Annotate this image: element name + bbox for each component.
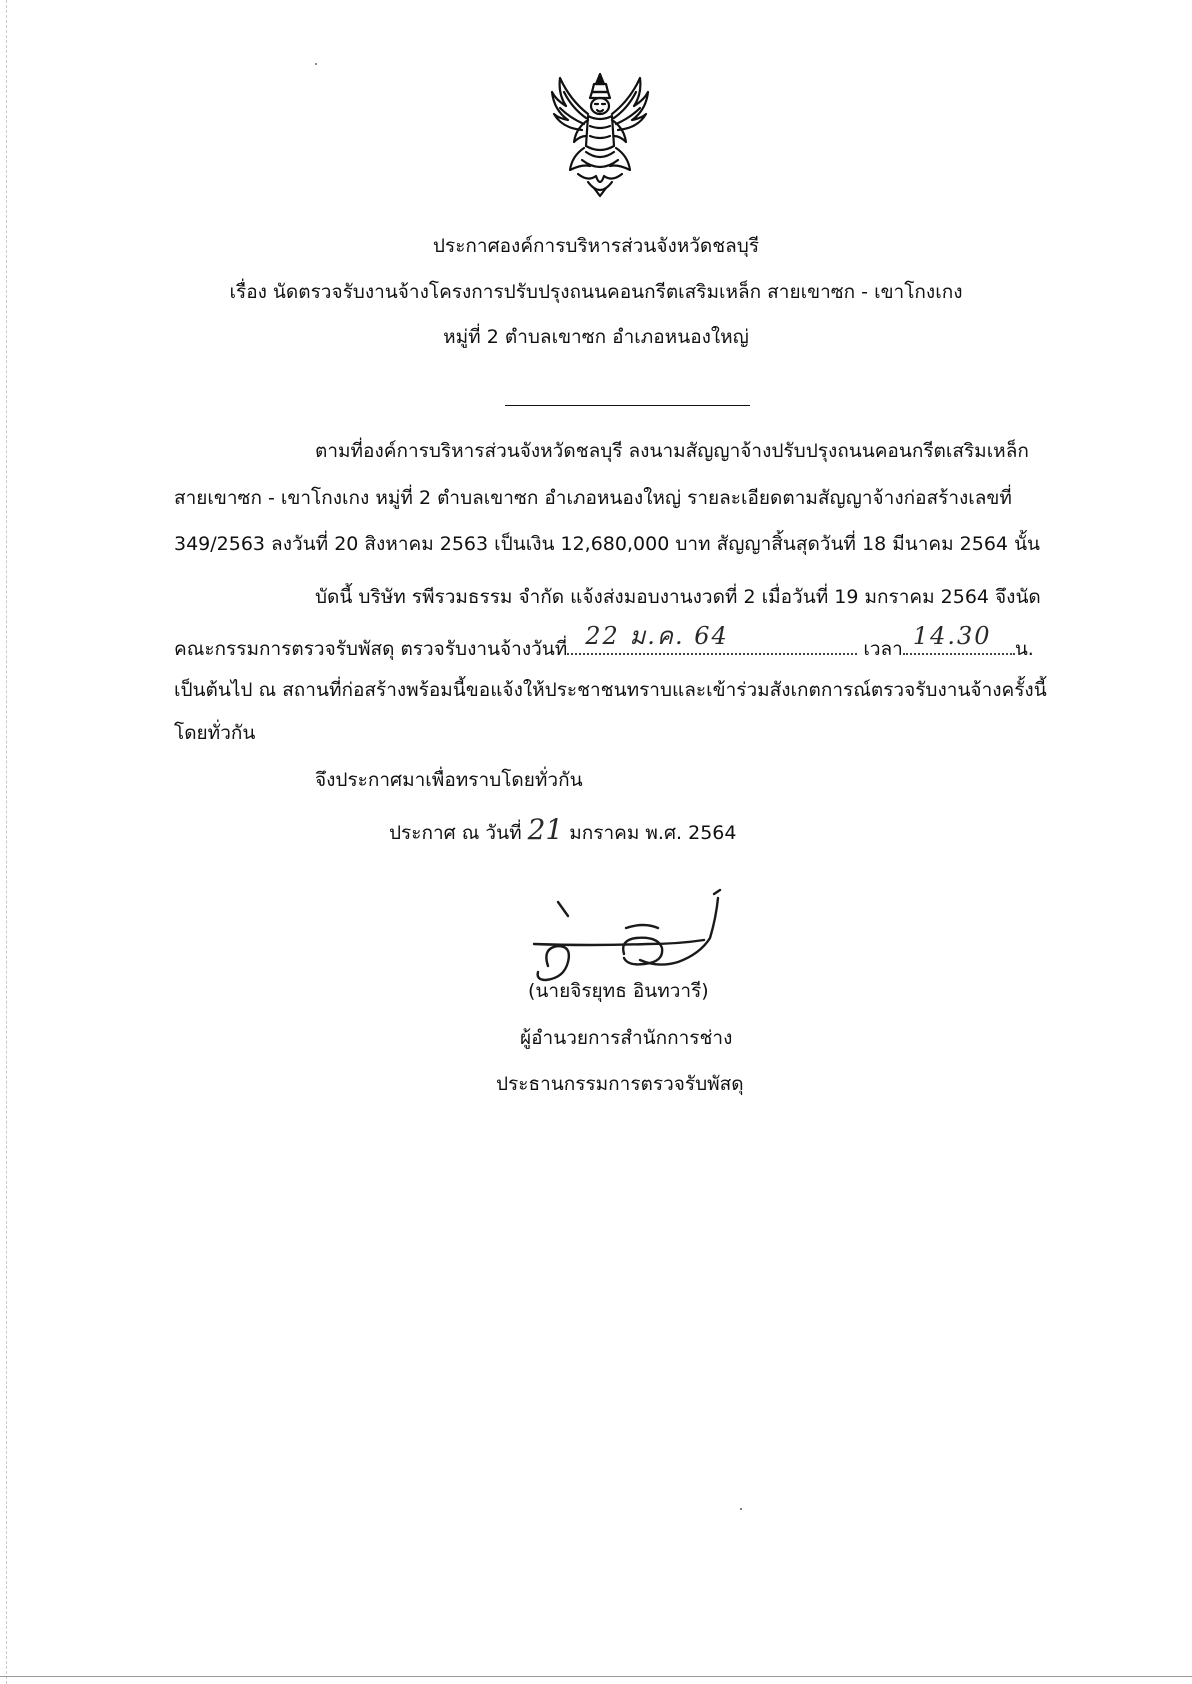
announcement-date-line [389, 813, 737, 846]
time-suffix: น. [1014, 638, 1034, 660]
scan-bottom-edge [0, 1676, 1192, 1677]
signer-name: (นายจิรยุทธ อินทวารี) [528, 980, 709, 1002]
paragraph-2-line-3: เป็นต้นไป ณ สถานที่ก่อสร้างพร้อมนี้ขอแจ้งให้ประชาชนทราบและเข้าร่วมสังเกตการณ์ตรวจรับงานจ้างครั้งนี้ [174, 679, 1047, 701]
paragraph-1-line-3: 349/2563 ลงวันที่ 20 สิงหาคม 2563 เป็นเงิน 12,680,000 บาท สัญญาสิ้นสุดวันที่ 18 มีนาคม 2564 นั้น [174, 533, 1041, 555]
paragraph-2-line-4: โดยทั่วกัน [174, 722, 256, 744]
signer-role: ประธานกรรมการตรวจรับพัสดุ [496, 1073, 744, 1095]
paragraph-2-line-2 [174, 622, 1034, 662]
handwritten-date: 22 ม.ค. 64 [585, 622, 729, 650]
announce-date-label: ประกาศ ณ วันที่ [389, 822, 522, 844]
announcement-heading: ประกาศองค์การบริหารส่วนจังหวัดชลบุรี [432, 235, 760, 257]
handwritten-time: 14.30 [912, 622, 992, 650]
signer-position: ผู้อำนวยการสำนักการช่าง [520, 1027, 733, 1049]
paragraph-2-line-1: บัดนี้ บริษัท รพีรวมธรรม จำกัด แจ้งส่งมอบงานงวดที่ 2 เมื่อวันที่ 19 มกราคม 2564 จึงนัด [315, 586, 1041, 608]
garuda-emblem-icon [548, 70, 652, 200]
announce-month-year: มกราคม พ.ศ. 2564 [569, 822, 737, 844]
inspection-date-label: คณะกรรมการตรวจรับพัสดุ ตรวจรับงานจ้างวันที่ [174, 638, 568, 660]
heading-divider [505, 405, 750, 406]
subject-line: เรื่อง นัดตรวจรับงานจ้างโครงการปรับปรุงถนนคอนกรีตเสริมเหล็ก สายเขาซก - เขาโกงเกง [229, 281, 963, 303]
subject-line-2: หมู่ที่ 2 ตำบลเขาซก อำเภอหนองใหญ่ [443, 326, 749, 348]
time-label: เวลา [863, 638, 903, 660]
handwritten-day: 21 [527, 813, 564, 846]
scan-speck [315, 63, 317, 65]
inspection-time-field [903, 622, 1015, 655]
inspection-date-field [567, 622, 857, 655]
paragraph-1-line-2: สายเขาซก - เขาโกงเกง หมู่ที่ 2 ตำบลเขาซก อำเภอหนองใหญ่ รายละเอียดตามสัญญาจ้างก่อสร้างเลขที่ [174, 487, 1012, 509]
closing-statement: จึงประกาศมาเพื่อทราบโดยทั่วกัน [315, 769, 583, 791]
scan-speck-bottom [740, 1508, 742, 1510]
paragraph-1-line-1: ตามที่องค์การบริหารส่วนจังหวัดชลบุรี ลงนามสัญญาจ้างปรับปรุงถนนคอนกรีตเสริมเหล็ก [315, 440, 1029, 462]
